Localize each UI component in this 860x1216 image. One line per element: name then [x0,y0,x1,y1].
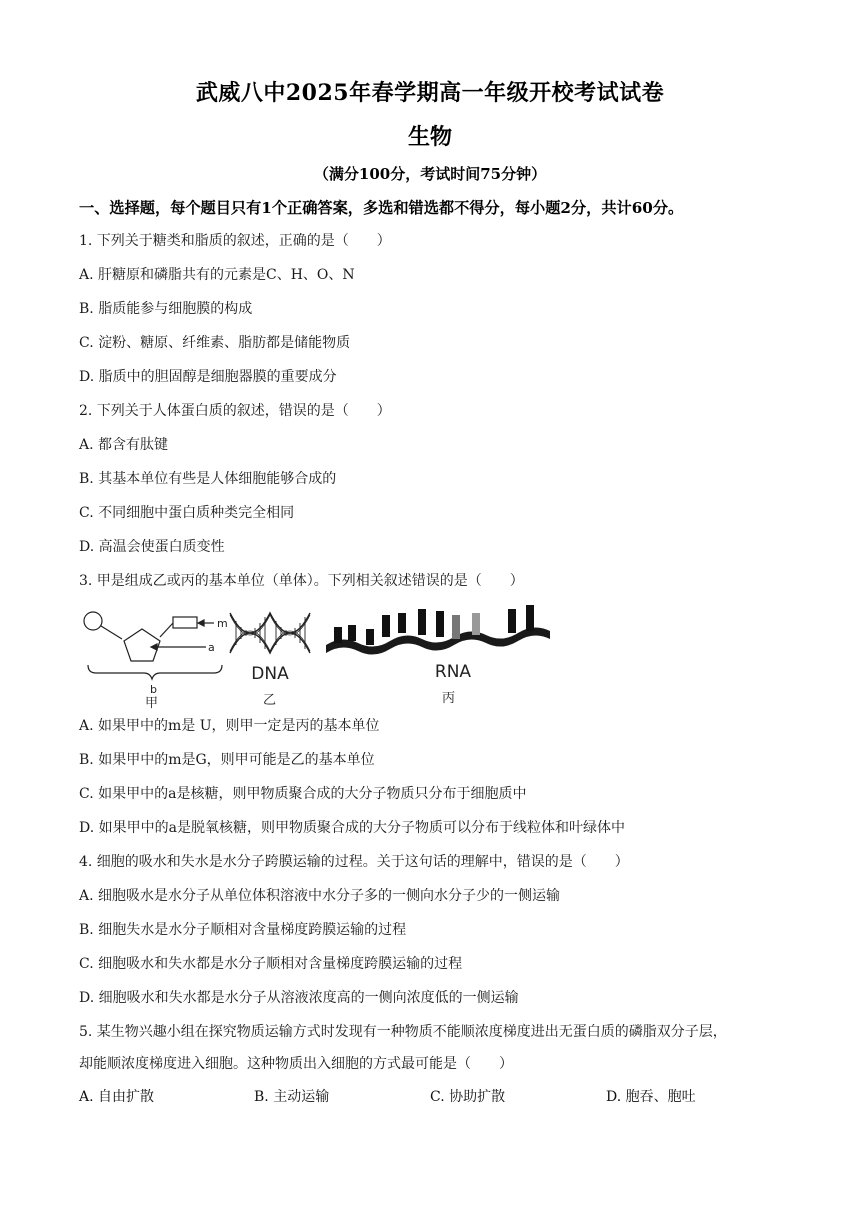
rna-base [418,609,426,635]
question-4-option-d: D. 细胞吸水和失水都是水分子从溶液浓度高的一侧向浓度低的一侧运输 [79,990,519,1006]
exam-subject: 生物 [407,124,452,150]
question-5-option-a: A. 自由扩散 [79,1089,155,1105]
question-1-option-a: A. 肝糖原和磷脂共有的元素是C、H、O、N [79,267,355,283]
rna-base [348,625,356,641]
arrow-m-head [198,620,204,626]
rna-base [382,615,390,637]
question-5-option-b: B. 主动运输 [254,1089,330,1105]
exam-title: 武威八中2025年春学期高一年级开校考试试卷 [195,80,665,106]
base-link [160,623,173,637]
question-3-stem: 3. 甲是组成乙或丙的基本单位（单体）。下列相关叙述错误的是（ ） [79,573,524,589]
label-rna: RNA [434,662,472,682]
question-2-stem: 2. 下列关于人体蛋白质的叙述，错误的是（ ） [79,403,391,419]
brace-b [88,665,222,679]
rna-base [526,605,534,631]
question-1-option-b: B. 脂质能参与细胞膜的构成 [79,301,253,317]
dna-strand-bottom [230,633,310,653]
rna-base [508,609,516,633]
label-dna: DNA [251,664,289,684]
rna-base [452,615,460,639]
question-5-option-d: D. 胞吞、胞吐 [606,1089,696,1105]
question-1-option-c: C. 淀粉、糖原、纤维素、脂肪都是储能物质 [79,335,351,351]
exam-note: （满分100分，考试时间75分钟） [313,165,547,183]
label-a: a [208,641,215,654]
question-4-option-a: A. 细胞吸水是水分子从单位体积溶液中水分子多的一侧向水分子少的一侧运输 [79,888,561,904]
phosphate-link [101,626,122,639]
question-2-option-b: B. 其基本单位有些是人体细胞能够合成的 [79,471,337,487]
rna-base [366,629,374,645]
label-b: b [150,683,157,696]
rna-base [334,627,342,643]
section-heading: 一、选择题，每个题目只有1个正确答案，多选和错选都不得分，每小题2分，共计60分。 [79,199,684,217]
question-2-option-c: C. 不同细胞中蛋白质种类完全相同 [79,505,295,521]
label-yi: 乙 [263,693,277,708]
phosphate-circle [84,612,102,630]
question-5-stem-line2: 却能顺浓度梯度进入细胞。这种物质出入细胞的方式最可能是（ ） [79,1056,513,1072]
question-3-option-b: B. 如果甲中的m是G，则甲可能是乙的基本单位 [79,752,375,768]
question-1-stem: 1. 下列关于糖类和脂质的叙述，正确的是（ ） [79,233,391,249]
arrow-a-head [151,644,157,650]
label-jia: 甲 [145,696,159,709]
rna-base [472,613,480,635]
dna-strand-top-inner [230,615,310,635]
dna-helix [230,613,310,653]
question-4-stem: 4. 细胞的吸水和失水是水分子跨膜运输的过程。关于这句话的理解中，错误的是（ ） [79,854,629,870]
question-1-option-d: D. 脂质中的胆固醇是细胞器膜的重要成分 [79,369,337,385]
question-4-option-c: C. 细胞吸水和失水都是水分子顺相对含量梯度跨膜运输的过程 [79,956,463,972]
nucleotide-figure [80,601,560,709]
question-5-option-c: C. 协助扩散 [430,1089,506,1105]
rna-strand [326,605,550,655]
question-2-option-a: A. 都含有肽键 [79,437,169,453]
base-rect [173,617,197,628]
dna-strand-bottom-inner [230,631,310,651]
question-4-option-b: B. 细胞失水是水分子顺相对含量梯度跨膜运输的过程 [79,922,407,938]
question-3-option-c: C. 如果甲中的a是核糖，则甲物质聚合成的大分子物质只分布于细胞质中 [79,786,527,802]
rna-base [436,611,444,637]
question-3-option-d: D. 如果甲中的a是脱氧核糖，则甲物质聚合成的大分子物质可以分布于线粒体和叶绿体中 [79,820,625,836]
rna-base [398,613,406,633]
question-3-option-a: A. 如果甲中的m是 U，则甲一定是丙的基本单位 [79,718,380,734]
nucleotide-diagram [84,612,222,679]
label-bing: 丙 [442,691,456,706]
label-m: m [217,617,228,630]
question-2-option-d: D. 高温会使蛋白质变性 [79,539,225,555]
question-5-stem-line1: 5. 某生物兴趣小组在探究物质运输方式时发现有一种物质不能顺浓度梯度进出无蛋白质的磷脂双分子层， [79,1024,727,1040]
dna-rungs [236,617,305,649]
dna-strand-top [230,613,310,633]
